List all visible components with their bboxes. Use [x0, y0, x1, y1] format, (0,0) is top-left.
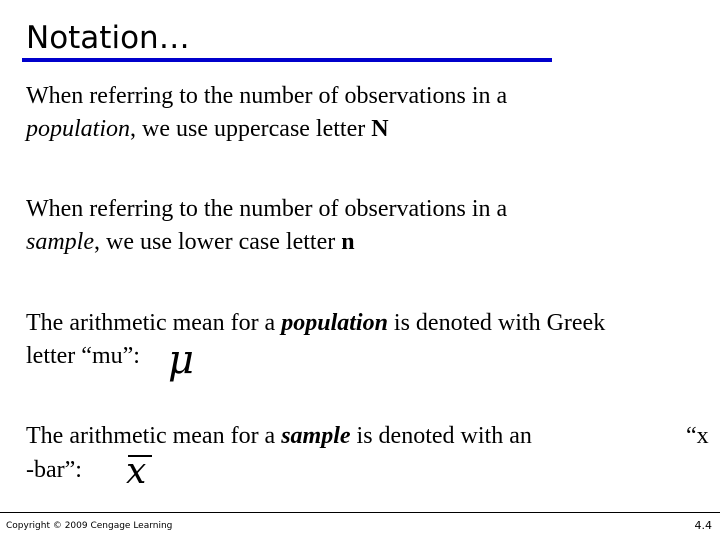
page-number: 4.4 [694, 519, 712, 532]
x-bar-letter: x [126, 451, 147, 492]
title-underline [22, 58, 552, 62]
emphasis-population: population [281, 310, 388, 336]
paragraph-sample-count [26, 193, 507, 259]
paragraph-sample-mean [26, 420, 532, 453]
letter-lowercase-n: n [341, 229, 355, 255]
line-1-post: is denoted with an [350, 423, 532, 449]
line-2-rest: , we use uppercase letter [130, 116, 372, 142]
paragraph-population-mean [26, 307, 605, 373]
quote-x-text: “x [686, 423, 709, 449]
emphasis-population: population [26, 116, 131, 142]
line-1-pre: The arithmetic mean for a [26, 423, 282, 449]
line-2: letter “mu”: [26, 343, 140, 369]
bar-text: -bar”: [26, 457, 82, 483]
footer-rule [0, 512, 720, 513]
emphasis-sample: sample [26, 229, 94, 255]
line-1: When referring to the number of observations in a [26, 83, 508, 109]
mu-symbol: μ [168, 337, 194, 383]
copyright-notice: Copyright © 2009 Cengage Learning [6, 521, 173, 531]
letter-uppercase-n: N [371, 116, 389, 142]
slide-title: Notation… [26, 20, 190, 56]
line-1-post: is denoted with Greek [387, 310, 606, 336]
line-1-pre: The arithmetic mean for a [26, 310, 282, 336]
paragraph-population-count [26, 80, 507, 146]
x-bar-symbol [126, 450, 156, 495]
emphasis-sample: sample [281, 423, 351, 449]
line-1: When referring to the number of observations in a [26, 196, 508, 222]
line-2-rest: , we use lower case letter [94, 229, 342, 255]
